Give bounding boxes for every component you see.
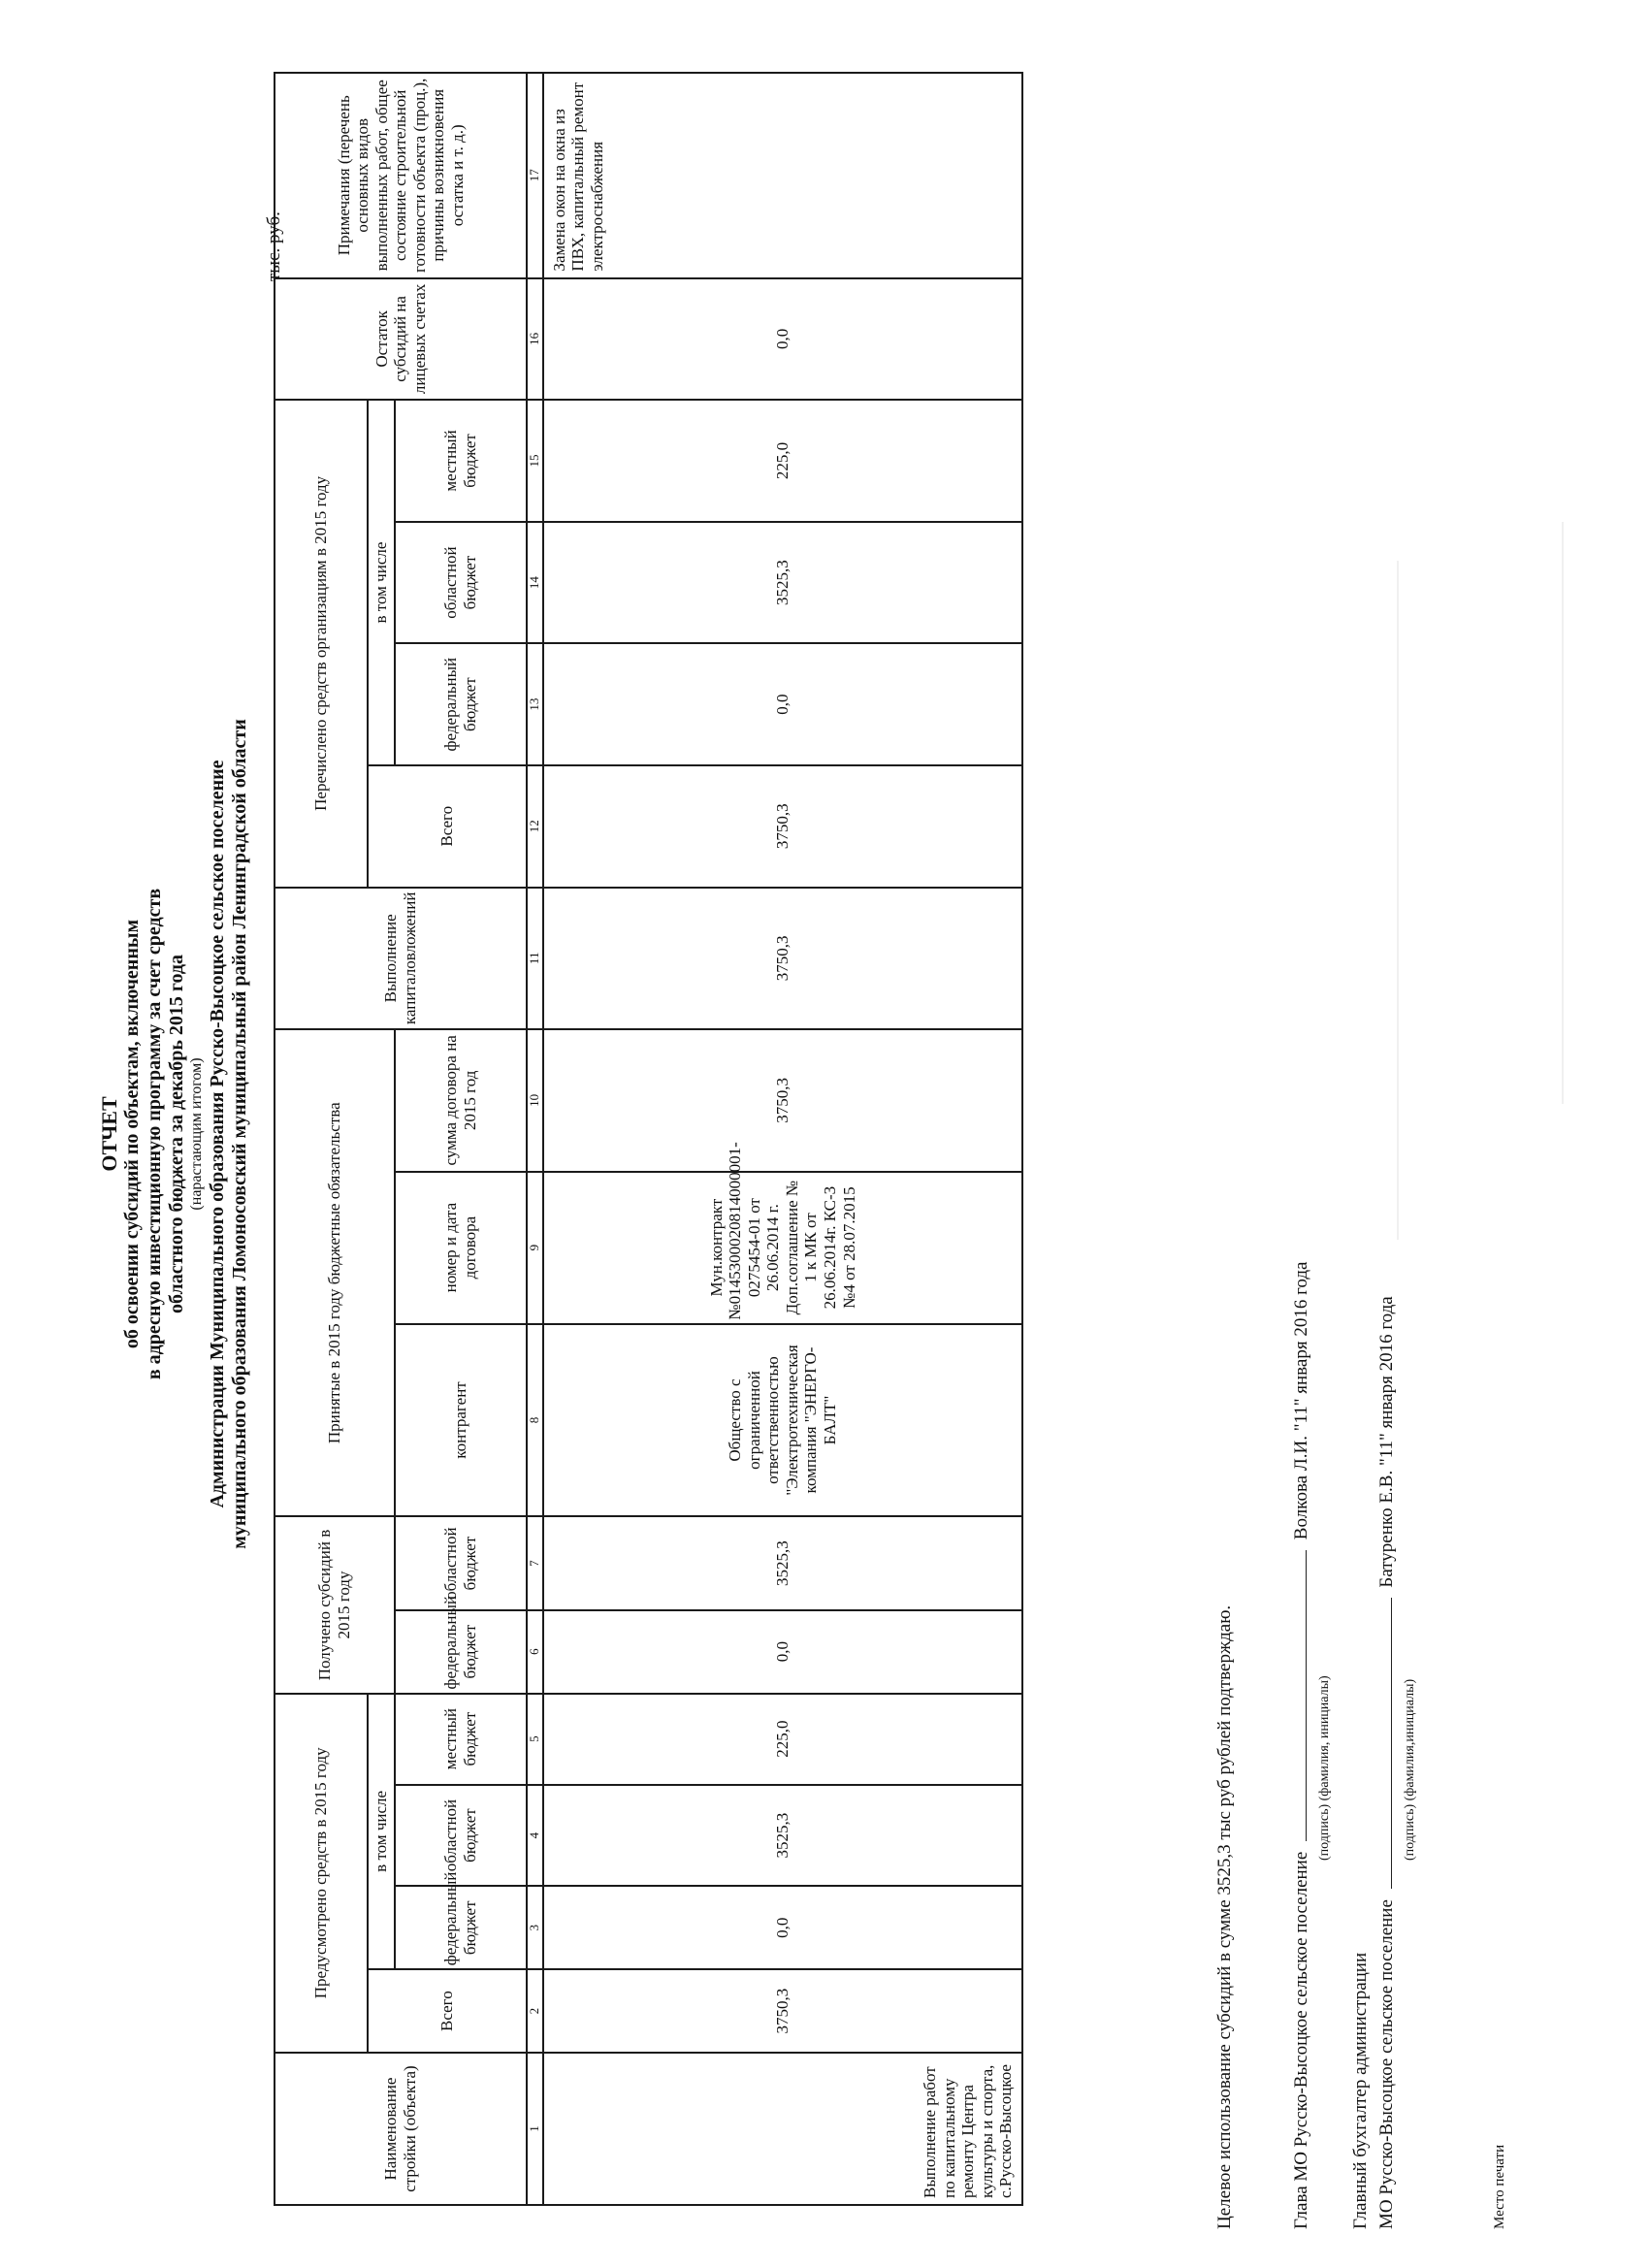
col-num: 6 — [527, 1610, 543, 1694]
col-num: 11 — [527, 888, 543, 1030]
notes-cell: Замена окон на окна из ПВХ, капитальный ремонт электроснабжения — [543, 73, 1022, 278]
col-num: 7 — [527, 1516, 543, 1609]
header-planned-incl: в том числе — [368, 1694, 395, 1970]
accountant-signature-line — [1375, 1296, 1398, 2229]
accountant-label-line2: МО Русско-Высоцкое сельское поселение — [1376, 1899, 1397, 2229]
col-num: 14 — [527, 522, 543, 644]
organization-line2: муниципального образования Ломоносовский муниципальный район Ленинградской области — [228, 719, 250, 1549]
col-num: 17 — [527, 73, 543, 278]
accountant-signature: Батуренко Е.В. "11" января 2016 года — [1376, 1296, 1397, 1588]
col-num: 9 — [527, 1172, 543, 1324]
contractor-cell: Общество с ограниченной ответственностью "Электротехническая компания "ЭНЕРГО-БАЛТ" — [543, 1324, 1022, 1517]
col-num: 5 — [527, 1694, 543, 1785]
capital-investment-cell: 3750,3 — [543, 888, 1022, 1030]
transferred-fed-cell: 0,0 — [543, 643, 1022, 765]
signature-blank — [1375, 1598, 1392, 1889]
header-balance: Остаток субсидий на лицевых счетах — [275, 278, 527, 401]
header-planned-reg: областной бюджет — [395, 1785, 527, 1887]
header-contract-sum: сумма договора на 2015 год — [395, 1029, 527, 1172]
header-planned-fed: федеральный бюджет — [395, 1886, 527, 1969]
column-number-row — [527, 73, 543, 2205]
signature-blank — [1290, 1550, 1307, 1841]
transferred-loc-cell: 225,0 — [543, 400, 1022, 522]
header-planned: Предусмотрено средств в 2015 году — [275, 1694, 368, 2053]
currency-unit: тыс. руб. — [264, 211, 284, 281]
report-subtitle-line2: в адресную инвестиционную программу за счет средств — [144, 888, 166, 1380]
contract-sum-cell: 3750,3 — [543, 1029, 1022, 1172]
col-num: 3 — [527, 1886, 543, 1969]
col-num: 12 — [527, 765, 543, 888]
header-obligations: Принятые в 2015 году бюджетные обязательства — [275, 1029, 395, 1516]
planned-reg-cell: 3525,3 — [543, 1785, 1022, 1887]
planned-loc-cell: 225,0 — [543, 1694, 1022, 1785]
report-header — [97, 0, 251, 2268]
col-num: 1 — [527, 2053, 543, 2205]
header-planned-total: Всего — [368, 1969, 527, 2053]
header-planned-loc: местный бюджет — [395, 1694, 527, 1785]
header-transferred: Перечислено средств организациям в 2015 году — [275, 400, 368, 887]
header-received-fed: федеральный бюджет — [395, 1610, 527, 1694]
col-num: 2 — [527, 1969, 543, 2053]
accountant-label-line1: Главный бухгалтер администрации — [1350, 1952, 1371, 2229]
subsidy-report-table — [274, 72, 1023, 2206]
show-through-line — [1397, 561, 1418, 1240]
header-contract-number: номер и дата договора — [395, 1172, 527, 1324]
head-label: Глава МО Русско-Высоцкое сельское поселение — [1291, 1851, 1311, 2229]
head-signature: Волкова Л.И. "11" января 2016 года — [1291, 1261, 1311, 1540]
col-num: 13 — [527, 643, 543, 765]
report-subtitle-line3: областного бюджета за декабрь 2015 года — [166, 954, 188, 1314]
report-subtitle-line1: об освоении субсидий по объектам, включенным — [121, 919, 144, 1349]
confirmation-text: Целевое использование субсидий в сумме 3525,3 тыс руб рублей подтверждаю. — [1214, 1604, 1235, 2229]
header-received-reg: областной бюджет — [395, 1516, 527, 1609]
header-object-name: Наименование стройки (объекта) — [275, 2053, 527, 2205]
header-transferred-fed: федеральный бюджет — [395, 643, 527, 765]
header-transferred-incl: в том числе — [368, 400, 395, 765]
object-name-cell: Выполнение работ по капитальному ремонту Центра культуры и спорта, с.Русско-Высоцкое — [543, 2053, 1022, 2205]
col-num: 4 — [527, 1785, 543, 1887]
received-fed-cell: 0,0 — [543, 1610, 1022, 1694]
transferred-total-cell: 3750,3 — [543, 765, 1022, 888]
received-reg-cell: 3525,3 — [543, 1516, 1022, 1609]
header-received: Получено субсидий в 2015 году — [275, 1516, 395, 1693]
header-notes: Примечания (перечень основных видов выполненных работ, общее состояние строительной готовности объекта (проц.), причины возникновения остатка и т. д.) — [275, 73, 527, 278]
col-num: 16 — [527, 278, 543, 401]
organization-line1: Администрации Муниципального образования Русско-Высоцкое сельское поселение — [206, 760, 228, 1508]
report-cumulative-note: (нарастающим итогом) — [188, 1057, 206, 1211]
balance-cell: 0,0 — [543, 278, 1022, 401]
planned-total-cell: 3750,3 — [543, 1969, 1022, 2053]
head-signature-line — [1290, 1262, 1312, 2229]
transferred-reg-cell: 3525,3 — [543, 522, 1022, 644]
header-transferred-reg: областной бюджет — [395, 522, 527, 644]
col-num: 10 — [527, 1029, 543, 1172]
header-transferred-loc: местный бюджет — [395, 400, 527, 522]
table-row — [543, 73, 1022, 2205]
col-num: 15 — [527, 400, 543, 522]
header-transferred-total: Всего — [368, 765, 527, 888]
stamp-place-label: Место печати — [1492, 2144, 1507, 2229]
accountant-signature-caption: (подпись) (фамилия,инициалы) — [1403, 1678, 1417, 1861]
col-num: 8 — [527, 1324, 543, 1517]
planned-fed-cell: 0,0 — [543, 1886, 1022, 1969]
contract-number-cell: Мун.контракт №0145300020814000001-0275454-01 от 26.06.2014 г. Доп.соглашение № 1 к МК от 26.06.2014г. КС-3 №4 от 28.07.2015 — [543, 1172, 1022, 1324]
header-contractor: контрагент — [395, 1324, 527, 1517]
head-signature-caption: (подпись) (фамилия, инициалы) — [1317, 1675, 1332, 1861]
header-capital-investment: Выполнение капиталовложений — [275, 888, 527, 1030]
report-title: ОТЧЕТ — [97, 1096, 121, 1172]
show-through-line — [1562, 522, 1583, 1104]
